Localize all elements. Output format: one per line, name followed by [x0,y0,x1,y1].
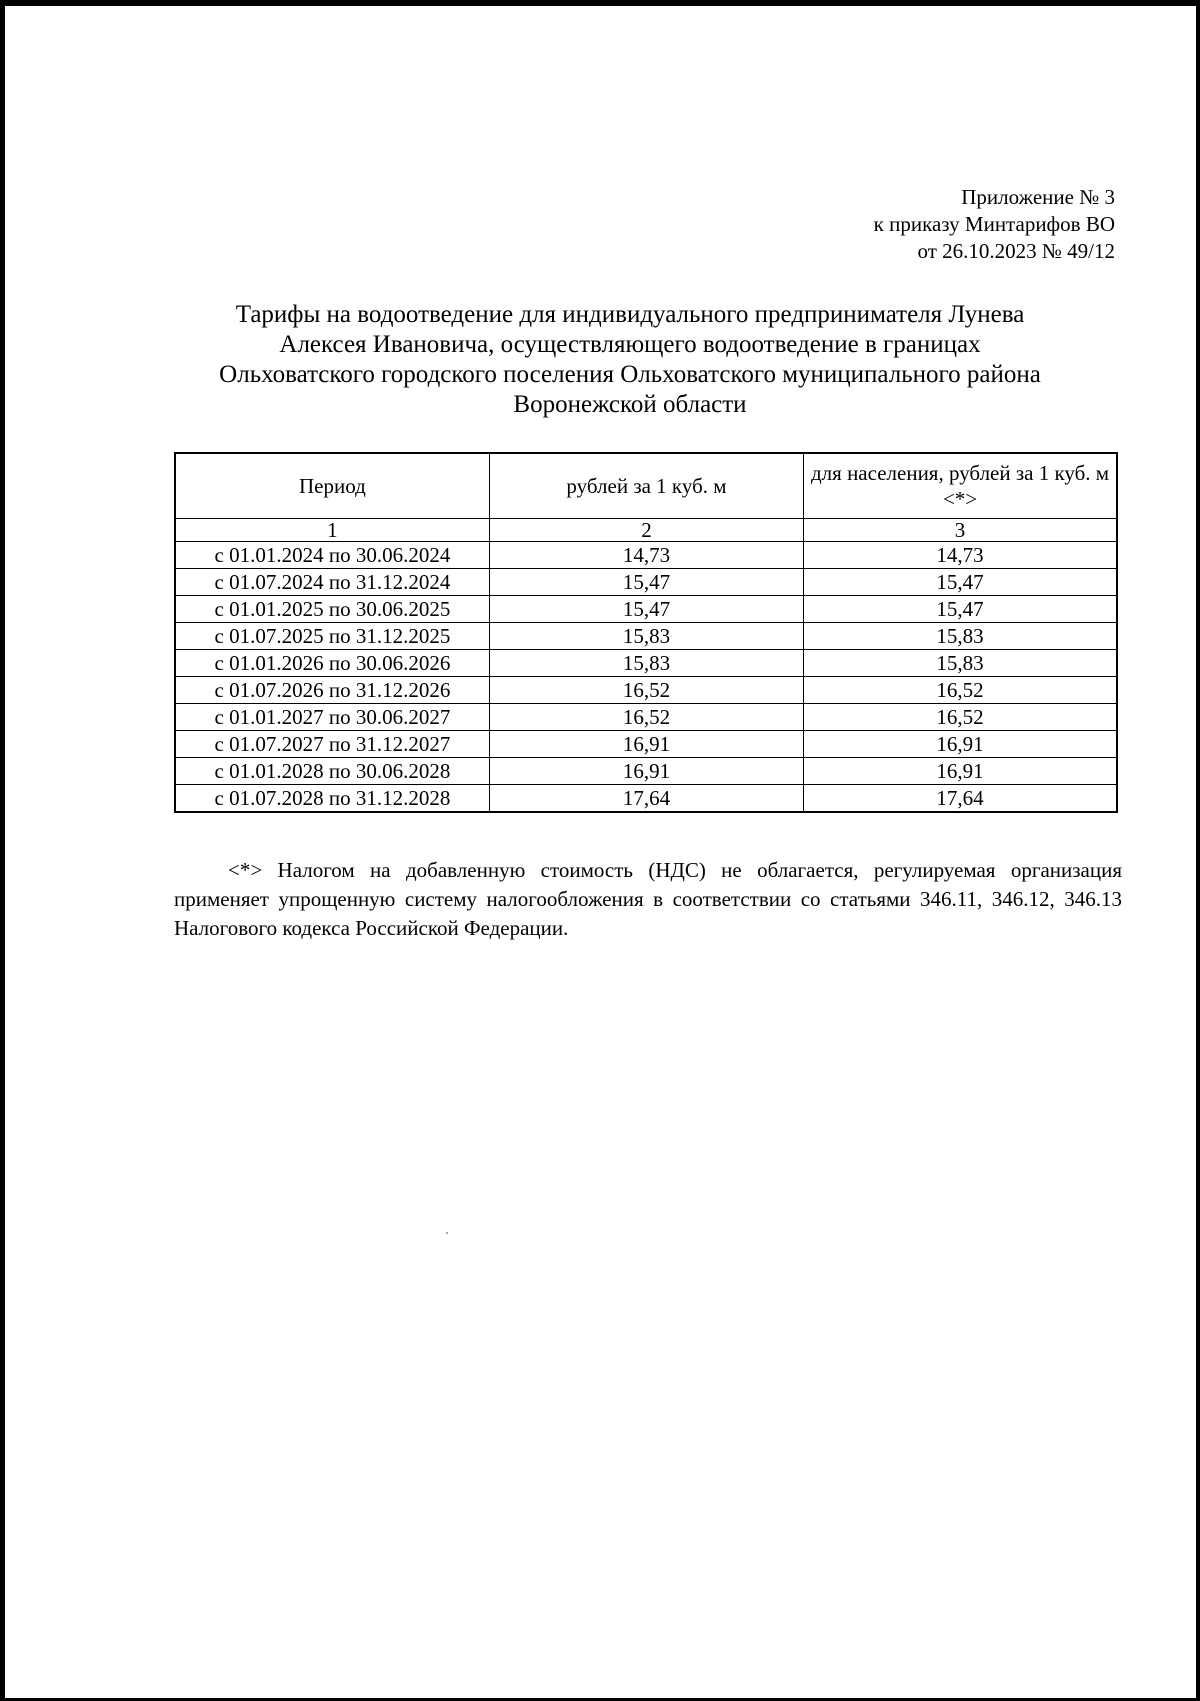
appendix-order: к приказу Минтарифов ВО [873,212,1115,236]
rate-cell: 16,52 [489,677,803,704]
table-row [175,623,1117,650]
population-rate-cell: 15,47 [804,596,1117,623]
appendix-date: от 26.10.2023 № 49/12 [917,239,1115,263]
document-title [150,300,1110,420]
period-cell: с 01.07.2026 по 31.12.2026 [175,677,489,704]
table-row [175,596,1117,623]
table-row [175,677,1117,704]
population-rate-cell: 14,73 [804,542,1117,569]
table-row [175,758,1117,785]
period-cell: с 01.07.2025 по 31.12.2025 [175,623,489,650]
rate-cell: 16,52 [489,704,803,731]
rate-cell: 15,47 [489,569,803,596]
appendix-number: Приложение № 3 [961,185,1115,209]
table-row [175,542,1117,569]
population-rate-cell: 17,64 [804,785,1117,813]
rate-cell: 16,91 [489,731,803,758]
footnote [174,856,1122,943]
column-number-row [175,519,1117,542]
table-row [175,650,1117,677]
period-cell: с 01.07.2028 по 31.12.2028 [175,785,489,813]
header-period: Период [175,453,489,519]
header-population-rate: для населения, рублей за 1 куб. м <*> [804,453,1117,519]
title-line: Алексея Ивановича, осуществляющего водоотведение в границах [279,331,981,358]
population-rate-cell: 16,91 [804,731,1117,758]
header-rate: рублей за 1 куб. м [489,453,803,519]
column-number: 3 [804,519,1117,542]
period-cell: с 01.01.2028 по 30.06.2028 [175,758,489,785]
rate-cell: 16,91 [489,758,803,785]
column-number: 2 [489,519,803,542]
column-number: 1 [175,519,489,542]
rate-cell: 17,64 [489,785,803,813]
rate-cell: 14,73 [489,542,803,569]
scan-speck [446,1232,448,1234]
title-line: Воронежской области [513,391,747,418]
population-rate-cell: 15,47 [804,569,1117,596]
title-line: Тарифы на водоотведение для индивидуального предпринимателя Лунева [235,301,1025,328]
population-rate-cell: 15,83 [804,650,1117,677]
table-row [175,731,1117,758]
period-cell: с 01.07.2027 по 31.12.2027 [175,731,489,758]
period-cell: с 01.01.2027 по 30.06.2027 [175,704,489,731]
tariff-table [174,452,1118,813]
table-row [175,785,1117,813]
table-row [175,569,1117,596]
period-cell: с 01.07.2024 по 31.12.2024 [175,569,489,596]
footnote-text: <*> Налогом на добавленную стоимость (НДС) не облагается, регулируемая организация применяет упрощенную систему налогообложения в соответствии со статьями 346.11, 346.12, 346.13 Налогового кодекса Российской Федерации. [174,858,1122,940]
title-line: Ольховатского городского поселения Ольховатского муниципального района [219,361,1041,388]
population-rate-cell: 15,83 [804,623,1117,650]
period-cell: с 01.01.2026 по 30.06.2026 [175,650,489,677]
appendix-reference [874,184,1115,265]
rate-cell: 15,47 [489,596,803,623]
period-cell: с 01.01.2024 по 30.06.2024 [175,542,489,569]
rate-cell: 15,83 [489,650,803,677]
rate-cell: 15,83 [489,623,803,650]
population-rate-cell: 16,52 [804,677,1117,704]
population-rate-cell: 16,52 [804,704,1117,731]
table-row [175,704,1117,731]
population-rate-cell: 16,91 [804,758,1117,785]
period-cell: с 01.01.2025 по 30.06.2025 [175,596,489,623]
table-header-row [175,453,1117,519]
